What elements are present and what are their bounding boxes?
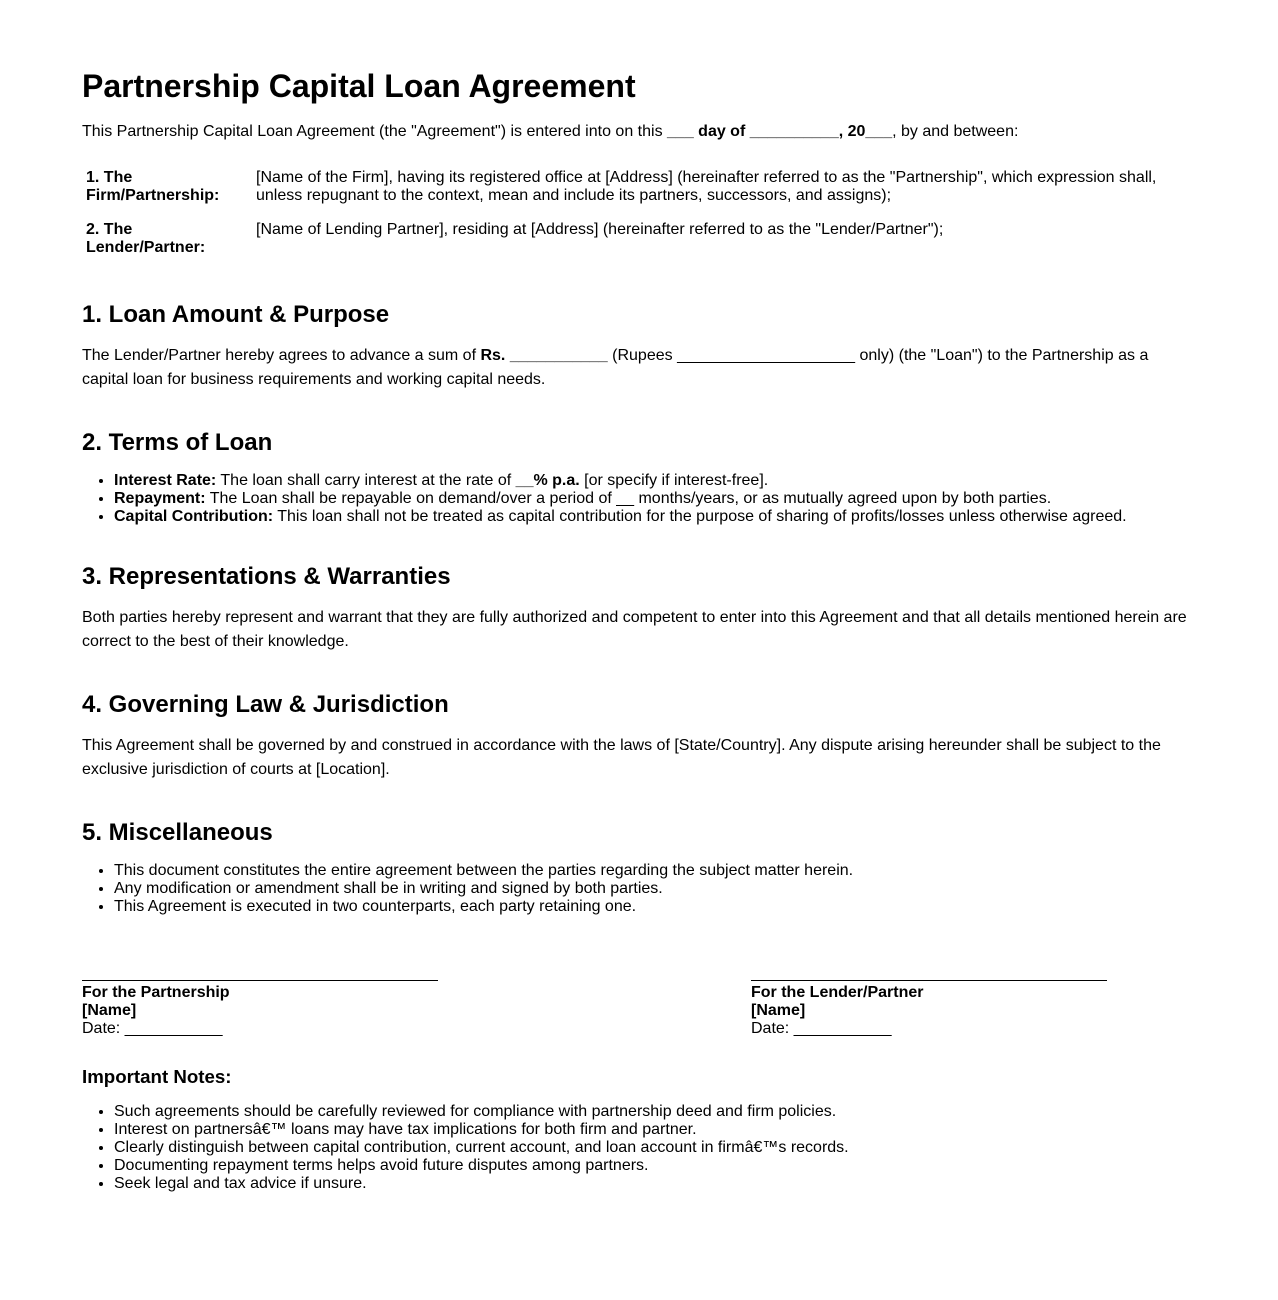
important-notes-heading: Important Notes: (82, 1066, 232, 1087)
signature-name: [Name] (82, 1002, 137, 1019)
loan-text-end: (Rupees ____________________ only) (the "Loan") to the Partnership as a capital loan for business requirements and working capital needs. (82, 347, 1149, 388)
party-label: 1. The Firm/Partnership: (86, 169, 220, 204)
day-blank: ___ (667, 123, 694, 140)
signature-line (82, 980, 438, 981)
section-heading-representations: 3. Representations & Warranties (82, 563, 451, 590)
term-label: Capital Contribution: (114, 508, 274, 525)
signature-date: Date: ___________ (82, 1020, 223, 1037)
signature-for: For the Lender/Partner (751, 984, 924, 1001)
intro-text-end: , by and between: (892, 123, 1019, 140)
list-item (114, 508, 1197, 526)
list-item: • Such agreements should be carefully reviewed for compliance with partnership deed and firm policies. (114, 1103, 1197, 1121)
list-item (114, 472, 1197, 490)
signature-name: [Name] (751, 1002, 806, 1019)
representations-paragraph: Both parties hereby represent and warrant that they are fully authorized and competent to enter into this Agreement and that all details mentioned herein are correct to the best of their knowledge. (82, 609, 1187, 650)
party-description: [Name of the Firm], having its registered office at [Address] (hereinafter referred to as the "Partnership", which expression shall, unless repugnant to the context, mean and include its partners, successors, and assigns); (256, 169, 1157, 204)
terms-list (82, 472, 1197, 526)
section-heading-loan-amount: 1. Loan Amount & Purpose (82, 301, 390, 328)
important-notes-list (82, 1103, 1197, 1193)
list-item: • Documenting repayment terms helps avoid future disputes among partners. (114, 1157, 1197, 1175)
month-blank: __________ (749, 123, 839, 140)
list-item: • Any modification or amendment shall be in writing and signed by both parties. (114, 880, 1197, 898)
list-item: • Clearly distinguish between capital contribution, current account, and loan account in firmâ€™s records. (114, 1139, 1197, 1157)
section-heading-governing-law: 4. Governing Law & Jurisdiction (82, 691, 449, 718)
page-title: Partnership Capital Loan Agreement (82, 68, 636, 104)
governing-law-paragraph: This Agreement shall be governed by and construed in accordance with the laws of [State/Country]. Any dispute arising hereunder shall be subject to the exclusive jurisdiction of courts at [Location]. (82, 737, 1161, 778)
loan-amount-blank: Rs. ___________ (480, 347, 608, 364)
party-description: [Name of Lending Partner], residing at [Address] (hereinafter referred to as the "Lender/Partner"); (256, 221, 944, 238)
term-text: This loan shall not be treated as capital contribution for the purpose of sharing of profits/losses unless otherwise agreed. (273, 508, 1127, 525)
interest-rate-blank: __% p.a. (515, 472, 580, 489)
day-of-text: day of (693, 123, 750, 140)
list-item: • This document constitutes the entire agreement between the parties regarding the subject matter herein. (114, 862, 1197, 880)
term-text-end: [or specify if interest-free]. (579, 472, 769, 489)
term-text: The loan shall carry interest at the rate of (216, 472, 516, 489)
term-label: Repayment: (114, 490, 206, 507)
loan-text-start: The Lender/Partner hereby agrees to advance a sum of (82, 347, 481, 364)
signature-date: Date: ___________ (751, 1020, 892, 1037)
year-prefix: , 20 (838, 123, 866, 140)
list-item: • Seek legal and tax advice if unsure. (114, 1175, 1197, 1193)
intro-paragraph (82, 120, 1018, 144)
loan-amount-paragraph (82, 344, 1197, 392)
section-heading-terms: 2. Terms of Loan (82, 429, 273, 456)
party-label: 2. The Lender/Partner: (86, 221, 206, 256)
signature-block-lender (751, 980, 1107, 1038)
term-text: The Loan shall be repayable on demand/over a period of __ months/years, or as mutually agreed upon by both parties. (205, 490, 1052, 507)
list-item (114, 490, 1197, 508)
intro-text-start: This Partnership Capital Loan Agreement (the "Agreement") is entered into on this (82, 123, 668, 140)
signature-block-partnership (82, 980, 438, 1038)
signature-line (751, 980, 1107, 981)
miscellaneous-list (82, 862, 1197, 916)
section-heading-miscellaneous: 5. Miscellaneous (82, 819, 273, 846)
term-label: Interest Rate: (114, 472, 217, 489)
signature-for: For the Partnership (82, 984, 230, 1001)
list-item: • Interest on partnersâ€™ loans may have tax implications for both firm and partner. (114, 1121, 1197, 1139)
list-item: • This Agreement is executed in two counterparts, each party retaining one. (114, 898, 1197, 916)
year-blank: ___ (865, 123, 893, 140)
